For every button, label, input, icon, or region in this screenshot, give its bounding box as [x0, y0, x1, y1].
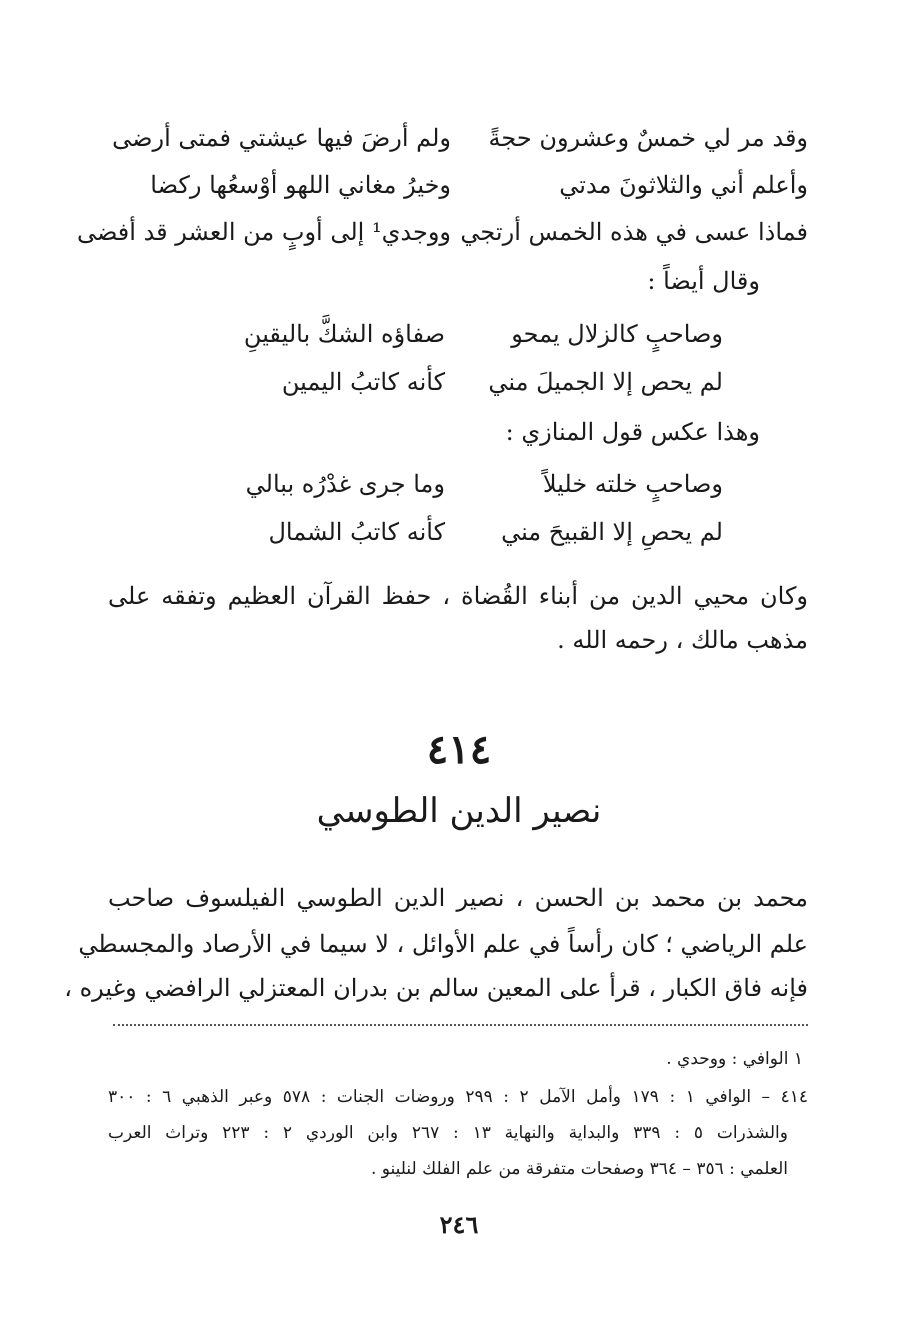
entry-title: نصير الدين الطوسي: [316, 791, 602, 831]
verse-first-hemistich: لم يحصِ إلا القبيحَ مني: [501, 518, 723, 546]
verse-first-hemistich: وصاحبٍ خلته خليلاً: [542, 470, 723, 498]
verse-first-hemistich: لم يحص إلا الجميلَ مني: [488, 368, 723, 396]
verse-intro: وهذا عكس قول المنازي :: [505, 418, 760, 446]
verse-first-hemistich: وصاحبٍ كالزلال يمحو: [511, 320, 723, 348]
footnote-line: والشذرات ٥ : ٣٣٩ والبداية والنهاية ١٣ : ٢٦٧ وابن الوردي ٢ : ٢٢٣ وتراث العرب: [108, 1123, 788, 1143]
footnote-line: ١ الوافي : ووحدي .: [666, 1049, 803, 1069]
verse-second-hemistich: وما جرى غدْرُه ببالي: [245, 470, 445, 498]
verse-second-hemistich: ولم أرضَ فيها عيشتي فمتى أرضى: [112, 124, 451, 152]
verse-intro: وقال أيضاً :: [647, 267, 760, 295]
verse-second-hemistich: كأنه كاتبُ اليمين: [281, 368, 445, 396]
paragraph-line: وكان محيي الدين من أبناء القُضاة ، حفظ القرآن العظيم وتفقه على: [108, 582, 808, 610]
paragraph-line: محمد بن محمد بن الحسن ، نصير الدين الطوسي الفيلسوف صاحب: [108, 884, 808, 912]
footnote-divider: [113, 1024, 808, 1026]
verse-second-hemistich: صفاؤه الشكَّ باليقينِ: [243, 320, 445, 348]
verse-first-hemistich: وقد مر لي خمسٌ وعشرون حجةً: [488, 124, 808, 152]
verse-second-hemistich: كأنه كاتبُ الشمال: [268, 518, 445, 546]
verse-first-hemistich: وأعلم أني والثلاثونَ مدتي: [559, 171, 808, 199]
verse-second-hemistich: ووجدي¹ إلى أوبٍ من العشر قد أفضى: [76, 218, 451, 246]
footnote-line: ٤١٤ – الوافي ١ : ١٧٩ وأمل الآمل ٢ : ٢٩٩ وروضات الجنات : ٥٧٨ وعبر الذهبي ٦ : ٣٠٠: [108, 1087, 808, 1107]
paragraph-line: فإنه فاق الكبار ، قرأ على المعين سالم بن بدران المعتزلي الرافضي وغيره ،: [64, 974, 808, 1002]
page-number: ٢٤٦: [439, 1210, 479, 1239]
verse-second-hemistich: وخيرُ مغاني اللهو أوْسعُها ركضا: [150, 171, 451, 199]
paragraph-line: مذهب مالك ، رحمه الله .: [557, 626, 808, 654]
entry-number: ٤١٤: [426, 726, 492, 773]
paragraph-line: علم الرياضي ؛ كان رأساً في علم الأوائل ، لا سيما في الأرصاد والمجسطي: [78, 930, 808, 958]
footnote-line: العلمي : ٣٥٦ – ٣٦٤ وصفحات متفرقة من علم الفلك لنلينو .: [370, 1159, 788, 1179]
verse-first-hemistich: فماذا عسى في هذه الخمس أرتجي: [460, 218, 808, 246]
